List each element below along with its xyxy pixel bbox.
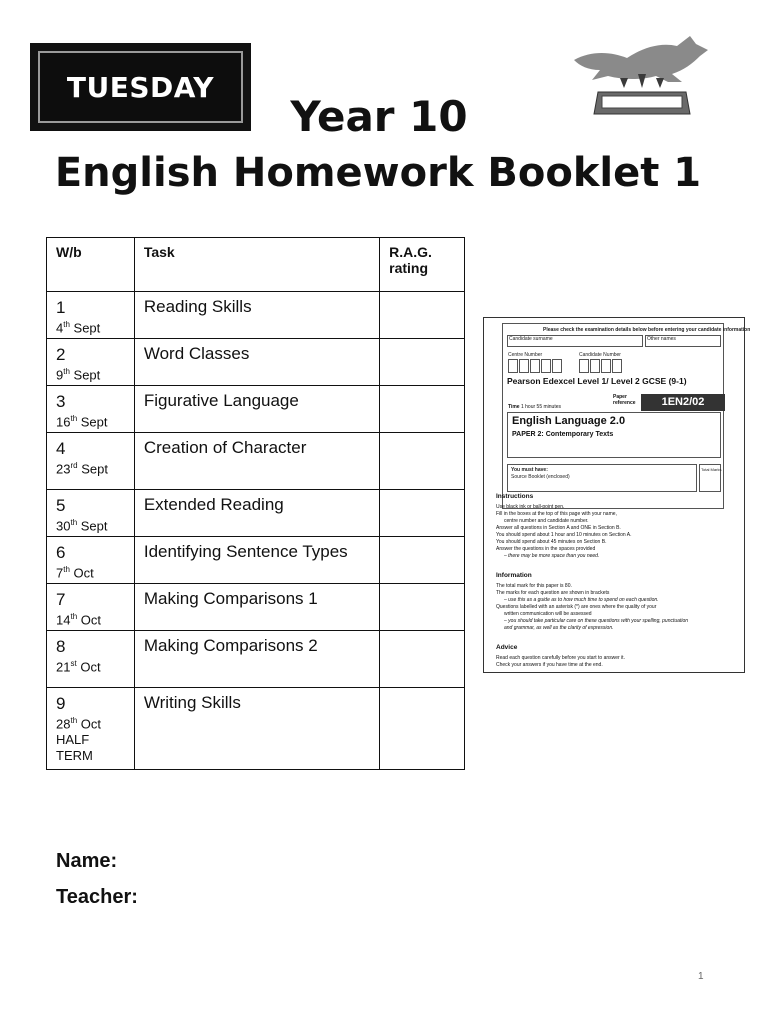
- week-number: 4: [56, 439, 66, 458]
- day-badge-label: TUESDAY: [66, 70, 215, 104]
- task-name: Figurative Language: [143, 391, 299, 410]
- table-row: [47, 490, 465, 537]
- task-name: Making Comparisons 2: [143, 636, 318, 655]
- rag-cell[interactable]: [380, 688, 465, 770]
- task-name: Writing Skills: [143, 693, 241, 712]
- candidate-label: Candidate Number: [579, 352, 621, 358]
- task-name: Creation of Character: [143, 438, 307, 457]
- week-number: 5: [56, 496, 66, 515]
- table-header-row: [47, 238, 465, 292]
- week-date: 14th Oct: [56, 612, 101, 628]
- week-date: 7th Oct: [56, 565, 94, 581]
- week-number: 9: [56, 694, 66, 713]
- centre-label: Centre Number: [508, 352, 543, 358]
- week-date: 16th Sept: [56, 414, 108, 430]
- table-row: [47, 339, 465, 386]
- rag-cell[interactable]: [380, 490, 465, 537]
- name-label: Name:: [56, 850, 118, 872]
- half-term-note: HALF TERM: [56, 732, 93, 764]
- task-name: Reading Skills: [143, 297, 252, 316]
- header-task: Task: [134, 238, 379, 292]
- week-number: 2: [56, 345, 66, 364]
- week-number: 6: [56, 543, 66, 562]
- week-date: 21st Oct: [56, 659, 101, 675]
- title-booklet: English Homework Booklet 1: [54, 150, 702, 196]
- task-name: Making Comparisons 1: [143, 589, 318, 608]
- week-date: 30th Sept: [56, 518, 108, 534]
- task-name: Word Classes: [143, 344, 250, 363]
- table-row: [47, 584, 465, 631]
- paper-ref-label: Paper reference: [613, 394, 636, 406]
- paper-check-note: Please check the examination details below before entering your candidate information: [543, 327, 751, 333]
- exam-board: Pearson Edexcel Level 1/ Level 2 GCSE (9-1): [507, 376, 687, 386]
- rag-cell[interactable]: [380, 386, 465, 433]
- week-date: 9th Sept: [56, 367, 101, 383]
- table-row: [47, 433, 465, 490]
- paper-ref-code: 1EN2/02: [641, 394, 725, 411]
- subject-box: [507, 412, 721, 458]
- advice-title: Advice: [496, 644, 518, 651]
- table-row: [47, 688, 465, 770]
- task-name: Identifying Sentence Types: [143, 542, 348, 561]
- exam-time: Time 1 hour 55 minutes: [508, 404, 562, 410]
- table-row: [47, 386, 465, 433]
- table-row: [47, 631, 465, 688]
- week-number: 7: [56, 590, 66, 609]
- week-date: 4th Sept: [56, 320, 101, 336]
- subject-subtitle: PAPER 2: Contemporary Texts: [512, 431, 614, 438]
- week-date: 28th Oct: [56, 716, 101, 732]
- header-wb: W/b: [47, 238, 135, 292]
- table-row: [47, 537, 465, 584]
- week-number: 8: [56, 637, 66, 656]
- instructions-title: Instructions: [496, 493, 534, 500]
- week-number: 1: [56, 298, 66, 317]
- rag-cell[interactable]: [380, 292, 465, 339]
- subject-title: English Language 2.0: [512, 415, 626, 427]
- header-rag: R.A.G. rating: [380, 238, 465, 292]
- total-marks-box: Total Marks: [699, 464, 721, 492]
- rag-cell[interactable]: [380, 584, 465, 631]
- homework-table: [46, 237, 465, 770]
- teacher-label: Teacher:: [56, 886, 138, 908]
- surname-label: Candidate surname: [509, 336, 553, 342]
- rag-cell[interactable]: [380, 537, 465, 584]
- page-number: 1: [698, 971, 704, 982]
- title-year: Year 10: [290, 92, 468, 141]
- rag-cell[interactable]: [380, 631, 465, 688]
- week-number: 3: [56, 392, 66, 411]
- exam-paper-cover-image: Please check the examination details below before entering your candidate information Candidate surname Other names Centre Number Candidate Number Pearson Edexcel Level 1/ Level 2 GCSE (9-1) Time 1 hour 55 minutes Paper reference 1EN2/02 English Language 2.0 PAPER 2: Contemporary Texts You must have: Source Booklet (enclosed) Total Marks Instructions Use black ink or ball-point pen. Fill in the boxes at the top of this page with your name, centre number and candidate number. Answer all questions in Section A and ONE in Section B. You should spend about 1 hour and 10 minutes on Section A. You should spend about 45 minutes on Section B. Answer the questions in the spaces provided – there may be more space than you need. Information The total mark for this paper is 80. The marks for each question are shown in brackets – use this as a guide as to how much time to spend on each question. Questions labelled with an asterisk (*) are ones where the quality of your written communication will be assessed – you should take particular care on these questions with your spelling, punctuation and grammar, as well as the clarity of expression. Advice Read each question carefully before you start to answer it. Check your answers if you have time at the end.: [483, 317, 745, 673]
- rag-cell[interactable]: [380, 433, 465, 490]
- must-have-box: You must have: Source Booklet (enclosed): [507, 464, 697, 492]
- school-crest-logo: [572, 30, 712, 122]
- rag-cell[interactable]: [380, 339, 465, 386]
- information-title: Information: [496, 572, 532, 579]
- other-names-label: Other names: [647, 336, 676, 342]
- task-name: Extended Reading: [143, 495, 284, 514]
- table-row: [47, 292, 465, 339]
- week-date: 23rd Sept: [56, 461, 108, 477]
